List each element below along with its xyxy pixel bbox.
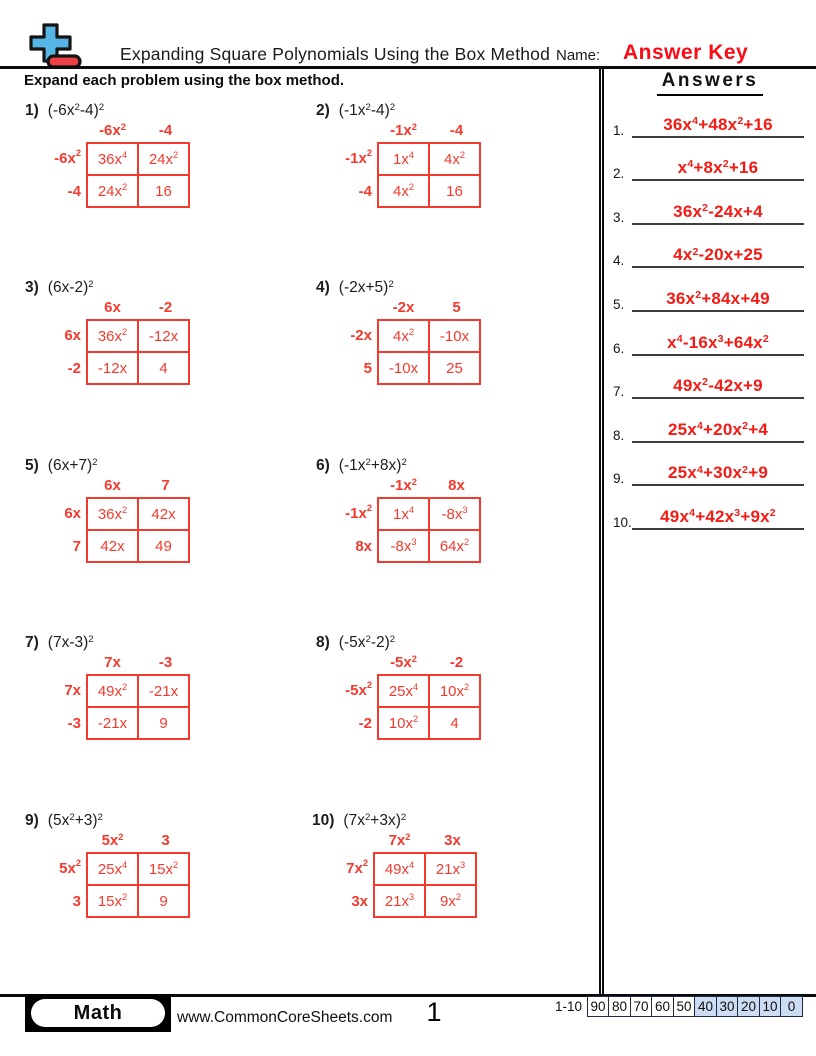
box-table-row <box>374 853 476 885</box>
answer-text: $25x^4+30x^2+9$ <box>668 463 768 483</box>
box-table-row <box>87 530 189 562</box>
box-table <box>86 319 190 385</box>
box-row-header: 7 <box>72 538 81 555</box>
answer-line <box>632 420 804 443</box>
problem-heading <box>25 457 315 475</box>
box <box>25 142 315 208</box>
box-column-headers <box>86 654 315 674</box>
box-row-header: 8x <box>355 538 372 555</box>
box-cell: 49 <box>138 530 189 562</box>
problem-expression: $(7x^2+3x)^2$ <box>343 811 407 829</box>
box-row-headers <box>316 674 377 740</box>
box-row-header: 7x $^2$ <box>346 858 368 877</box>
problem-expression: $(-5x^2-2)^2$ <box>338 633 396 651</box>
box-row-header: 6x <box>64 327 81 344</box>
score-cell: 70 <box>630 996 653 1017</box>
answer-number: 7. <box>613 384 625 400</box>
box-column-header: $7x^2$ <box>388 831 411 849</box>
box-table <box>377 497 481 563</box>
problem-heading <box>312 812 602 830</box>
answer-text: $36x^2+84x+49$ <box>666 288 770 308</box>
problem <box>25 812 315 918</box>
box-cell: -10x <box>378 352 429 384</box>
score-cell: 60 <box>651 996 674 1017</box>
problem-number: 5) <box>25 457 39 474</box>
box-column-headers <box>377 122 606 142</box>
box <box>25 852 315 918</box>
problem <box>25 634 315 740</box>
box-cell: 4 <box>429 707 480 739</box>
problem-expression: $(-1x^2+8x)^2$ <box>338 456 407 474</box>
box-cell: $36x^2$ <box>87 320 138 352</box>
answer-line <box>632 507 804 530</box>
answer-number: 3. <box>613 209 625 225</box>
answer-row <box>604 399 816 443</box>
problem-heading <box>25 102 315 120</box>
box-row-header: -1x $^2$ <box>345 148 372 167</box>
answer-line <box>632 289 804 312</box>
box-column-header: 7x <box>104 654 121 671</box>
answer-row <box>604 312 816 356</box>
box-cell: $25x^4$ <box>87 853 138 885</box>
box-column-header: -2 <box>449 654 464 671</box>
page-number: 1 <box>426 997 442 1027</box>
problem <box>316 279 606 385</box>
answer-number: 10. <box>613 514 632 530</box>
box-cell: $1x^4$ <box>378 498 429 530</box>
box-row-header: -5x $^2$ <box>345 680 372 699</box>
answer-key-label: Answer Key <box>623 41 749 64</box>
box-table <box>86 142 190 208</box>
box-cell: $49x^4$ <box>374 853 425 885</box>
box-cell: -21x <box>138 675 189 707</box>
answer-text: $49x^2-42x+9$ <box>673 376 763 396</box>
box-row-headers <box>312 852 373 918</box>
problem-expression: $(6x+7)^2$ <box>47 456 98 474</box>
answer-row <box>604 94 816 138</box>
box-table <box>377 674 481 740</box>
box-column-header: -4 <box>158 122 173 139</box>
problem-expression: $(6x-2)^2$ <box>47 278 94 296</box>
box-table-row <box>87 143 189 175</box>
box-row-headers <box>316 497 377 563</box>
box-column-header: -2 <box>158 299 173 316</box>
box-column-header: $-5x^2$ <box>390 653 417 671</box>
box-column-header: -2x <box>392 299 415 316</box>
box-table <box>86 852 190 918</box>
score-table <box>555 996 803 1017</box>
instruction-text: Expand each problem using the box method. <box>24 72 345 89</box>
problem-expression: $(-6x^2-4)^2$ <box>47 101 105 119</box>
box-table-row <box>378 320 480 352</box>
box-table <box>377 142 481 208</box>
box-row-header: -4 <box>67 183 81 200</box>
box-cell: $-8x^3$ <box>378 530 429 562</box>
box-row-header: 3x <box>351 893 368 910</box>
box-row-header: -2 <box>67 360 81 377</box>
problem-heading <box>316 457 606 475</box>
answer-line <box>632 376 804 399</box>
score-cell: 20 <box>737 996 760 1017</box>
box-cell: 25 <box>429 352 480 384</box>
box-column-header: $5x^2$ <box>101 831 124 849</box>
box-column-headers <box>86 477 315 497</box>
answer-number: 4. <box>613 253 625 269</box>
problem <box>25 102 315 208</box>
box-column-headers <box>86 832 315 852</box>
score-range-label: 1-10 <box>554 999 582 1014</box>
box-column-header: $-1x^2$ <box>390 476 417 494</box>
problem-expression: $(-2x+5)^2$ <box>338 278 394 296</box>
problem <box>316 102 606 208</box>
problem <box>25 457 315 563</box>
box-row-headers <box>25 319 86 385</box>
answers-list <box>604 94 816 530</box>
box-column-header: 7 <box>161 477 170 494</box>
box-column-headers <box>86 299 315 319</box>
problem-number: 2) <box>316 102 330 119</box>
answer-line <box>632 245 804 268</box>
box-table-row <box>378 707 480 739</box>
problem-number: 1) <box>25 102 39 119</box>
answer-row <box>604 443 816 487</box>
box-cell: $10x^2$ <box>378 707 429 739</box>
box-table-row <box>378 675 480 707</box>
box-table-row <box>87 320 189 352</box>
answer-text: $x^4+8x^2+16$ <box>677 158 759 178</box>
box-cell: 16 <box>138 175 189 207</box>
box-cell: 16 <box>429 175 480 207</box>
answer-text: $36x^2-24x+4$ <box>673 201 763 221</box>
problem-number: 10) <box>312 812 335 829</box>
website-text: www.CommonCoreSheets.com <box>177 1009 393 1026</box>
box-table-row <box>87 853 189 885</box>
problem <box>312 812 602 918</box>
problem-number: 6) <box>316 457 330 474</box>
problem-heading <box>316 102 606 120</box>
answer-text: $49x^4+42x^3+9x^2$ <box>660 506 776 526</box>
box-row-header: -2x <box>350 327 372 344</box>
box <box>312 852 602 918</box>
box-column-header: 8x <box>448 477 465 494</box>
box-row-header: 3 <box>72 893 81 910</box>
box-cell: $21x^3$ <box>374 885 425 917</box>
answer-number: 2. <box>613 166 625 182</box>
answer-number: 6. <box>613 340 625 356</box>
score-cell: 30 <box>716 996 739 1017</box>
score-cell: 90 <box>587 996 610 1017</box>
score-cell: 50 <box>673 996 696 1017</box>
box-row-header: 7x <box>64 682 81 699</box>
box-cell: $49x^2$ <box>87 675 138 707</box>
problem-heading <box>316 279 606 297</box>
box-cell: 9 <box>138 707 189 739</box>
score-cell: 0 <box>780 996 803 1017</box>
box-table-row <box>87 175 189 207</box>
answer-row <box>604 138 816 182</box>
answer-line <box>632 202 804 225</box>
box-cell: $10x^2$ <box>429 675 480 707</box>
box-column-headers <box>373 832 602 852</box>
box-column-header: 3x <box>444 832 461 849</box>
box-table-row <box>378 143 480 175</box>
box-cell: $25x^4$ <box>378 675 429 707</box>
problem-heading <box>25 279 315 297</box>
box-row-header: -1x $^2$ <box>345 503 372 522</box>
box-cell: $4x^2$ <box>429 143 480 175</box>
box-cell: $36x^4$ <box>87 143 138 175</box>
box-row-header: 5 <box>363 360 372 377</box>
answer-row <box>604 356 816 400</box>
answer-number: 1. <box>613 122 625 138</box>
name-label: Name: <box>556 47 601 64</box>
problem-number: 8) <box>316 634 330 651</box>
score-cell: 10 <box>759 996 782 1017</box>
box <box>316 319 606 385</box>
box-table <box>86 674 190 740</box>
score-cells <box>588 996 803 1017</box>
box-column-header: 6x <box>104 477 121 494</box>
box-cell: $15x^2$ <box>87 885 138 917</box>
problem <box>316 634 606 740</box>
box-row-header: 5x $^2$ <box>59 858 81 877</box>
box-row-headers <box>25 142 86 208</box>
box-cell: $4x^2$ <box>378 320 429 352</box>
box-cell: -12x <box>87 352 138 384</box>
problem <box>25 279 315 385</box>
answer-number: 8. <box>613 427 625 443</box>
box-table-row <box>87 707 189 739</box>
box <box>25 319 315 385</box>
box-column-header: $-6x^2$ <box>99 121 126 139</box>
box-cell: $36x^2$ <box>87 498 138 530</box>
box-row-header: -6x $^2$ <box>54 148 81 167</box>
answer-text: $x^4-16x^3+64x^2$ <box>667 332 769 352</box>
box-table-row <box>87 885 189 917</box>
box-row-headers <box>316 319 377 385</box>
box-table-row <box>378 530 480 562</box>
box-table-row <box>87 352 189 384</box>
answer-line <box>632 463 804 486</box>
problem-expression: $(-1x^2-4)^2$ <box>338 101 396 119</box>
box-row-header: -4 <box>358 183 372 200</box>
box-table <box>86 497 190 563</box>
box <box>316 674 606 740</box>
answer-line <box>632 158 804 181</box>
score-cell: 40 <box>694 996 717 1017</box>
subject-label: Math <box>31 999 165 1027</box>
box-row-headers <box>25 852 86 918</box>
box-column-header: 6x <box>104 299 121 316</box>
answer-number: 5. <box>613 296 625 312</box>
answer-text: $36x^4+48x^2+16$ <box>663 114 773 134</box>
box-row-header: -2 <box>358 715 372 732</box>
problem-number: 7) <box>25 634 39 651</box>
box <box>316 497 606 563</box>
problem-heading <box>25 634 315 652</box>
box-table <box>373 852 477 918</box>
box-table-row <box>378 498 480 530</box>
problem-expression: $(7x-3)^2$ <box>47 633 94 651</box>
box-column-headers <box>377 299 606 319</box>
answers-heading-wrap <box>604 70 816 96</box>
box-column-header: 3 <box>161 832 170 849</box>
box-row-headers <box>25 497 86 563</box>
box-table-row <box>378 352 480 384</box>
problem-number: 4) <box>316 279 330 296</box>
box <box>25 674 315 740</box>
box-cell: 42x <box>87 530 138 562</box>
box-table-row <box>374 885 476 917</box>
box-cell: $24x^2$ <box>138 143 189 175</box>
box-column-headers <box>86 122 315 142</box>
box-row-headers <box>25 674 86 740</box>
box-cell: $1x^4$ <box>378 143 429 175</box>
answer-row <box>604 225 816 269</box>
box-cell: $-8x^3$ <box>429 498 480 530</box>
box-row-header: 6x <box>64 505 81 522</box>
subject-badge <box>25 994 171 1032</box>
box-cell: $24x^2$ <box>87 175 138 207</box>
box-table-row <box>87 498 189 530</box>
answer-text: $4x^2-20x+25$ <box>673 245 763 265</box>
box-table <box>377 319 481 385</box>
box <box>316 142 606 208</box>
answer-line <box>632 115 804 138</box>
box-cell: 42x <box>138 498 189 530</box>
problem-heading <box>316 634 606 652</box>
box-table-row <box>87 675 189 707</box>
box-column-header: $-1x^2$ <box>390 121 417 139</box>
problem-expression: $(5x^2+3)^2$ <box>47 811 103 829</box>
answer-row <box>604 268 816 312</box>
box-column-header: -4 <box>449 122 464 139</box>
score-cell: 80 <box>608 996 631 1017</box>
answer-line <box>632 333 804 356</box>
box-cell: 4 <box>138 352 189 384</box>
box-cell: -10x <box>429 320 480 352</box>
box-cell: $21x^3$ <box>425 853 476 885</box>
problem <box>316 457 606 563</box>
box-table-row <box>378 175 480 207</box>
page-title: Expanding Square Polynomials Using the Box Method <box>120 44 551 64</box>
box-cell: -12x <box>138 320 189 352</box>
problem-number: 9) <box>25 812 39 829</box>
box-cell: -21x <box>87 707 138 739</box>
answers-heading: Answers <box>657 70 764 96</box>
box <box>25 497 315 563</box>
problem-heading <box>25 812 315 830</box>
box-row-headers <box>316 142 377 208</box>
box-row-header: -3 <box>67 715 81 732</box>
box-column-headers <box>377 654 606 674</box>
problem-number: 3) <box>25 279 39 296</box>
box-column-headers <box>377 477 606 497</box>
box-column-header: -3 <box>158 654 173 671</box>
answer-number: 9. <box>613 471 625 487</box>
box-cell: 9 <box>138 885 189 917</box>
answer-row <box>604 181 816 225</box>
box-cell: $4x^2$ <box>378 175 429 207</box>
answer-text: $25x^4+20x^2+4$ <box>668 419 768 439</box>
answer-row <box>604 486 816 530</box>
box-cell: $15x^2$ <box>138 853 189 885</box>
box-cell: $64x^2$ <box>429 530 480 562</box>
box-column-header: 5 <box>452 299 461 316</box>
box-cell: $9x^2$ <box>425 885 476 917</box>
